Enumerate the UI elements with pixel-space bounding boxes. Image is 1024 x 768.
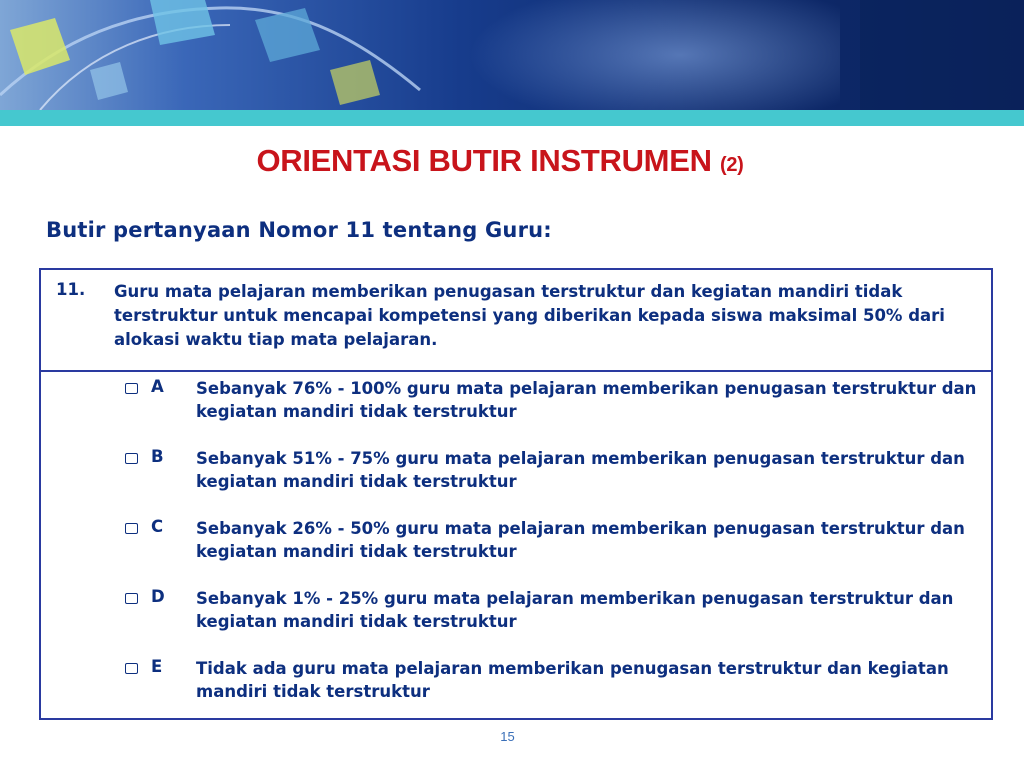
question-text: Guru mata pelajaran memberikan penugasan terstruktur dan kegiatan mandiri tidak terstruktur untuk mencapai kompetensi yang diberikan kepada siswa maksimal 50% dari alokasi waktu tiap mata pelajaran. xyxy=(114,282,945,349)
option-text: Tidak ada guru mata pelajaran memberikan penugasan terstruktur dan kegiatan mandiri tidak terstruktur xyxy=(196,659,949,701)
option-e[interactable] xyxy=(41,657,991,707)
title-suffix: (2) xyxy=(719,154,744,176)
checkbox-icon[interactable] xyxy=(125,453,138,464)
header-banner xyxy=(0,0,1024,110)
option-text: Sebanyak 51% - 75% guru mata pelajaran memberikan penugasan terstruktur dan kegiatan mandiri tidak terstruktur xyxy=(196,449,965,491)
accent-strip xyxy=(0,110,1024,126)
option-d[interactable] xyxy=(41,587,991,637)
page-number: 15 xyxy=(500,729,515,744)
checkbox-icon[interactable] xyxy=(125,523,138,534)
option-letter: A xyxy=(151,377,164,396)
checkbox-icon[interactable] xyxy=(125,593,138,604)
option-c[interactable] xyxy=(41,517,991,567)
title-main: ORIENTASI BUTIR INSTRUMEN xyxy=(256,143,712,178)
option-letter: B xyxy=(151,447,164,466)
page-title xyxy=(0,143,1000,179)
option-letter: C xyxy=(151,517,164,536)
option-letter: E xyxy=(151,657,163,676)
checkbox-icon[interactable] xyxy=(125,663,138,674)
option-letter: D xyxy=(151,587,165,606)
option-text: Sebanyak 1% - 25% guru mata pelajaran memberikan penugasan terstruktur dan kegiatan mandiri tidak terstruktur xyxy=(196,589,954,631)
option-a[interactable] xyxy=(41,377,991,427)
option-text: Sebanyak 26% - 50% guru mata pelajaran memberikan penugasan terstruktur dan kegiatan mandiri tidak terstruktur xyxy=(196,519,965,561)
option-b[interactable] xyxy=(41,447,991,497)
question-number: 11. xyxy=(56,280,86,299)
question-table xyxy=(39,268,993,720)
checkbox-icon[interactable] xyxy=(125,383,138,394)
option-text: Sebanyak 76% - 100% guru mata pelajaran memberikan penugasan terstruktur dan kegiatan mandiri tidak terstruktur xyxy=(196,379,977,421)
question-row xyxy=(41,270,991,372)
banner-decoration xyxy=(0,0,1024,110)
subtitle: Butir pertanyaan Nomor 11 tentang Guru: xyxy=(46,218,552,242)
